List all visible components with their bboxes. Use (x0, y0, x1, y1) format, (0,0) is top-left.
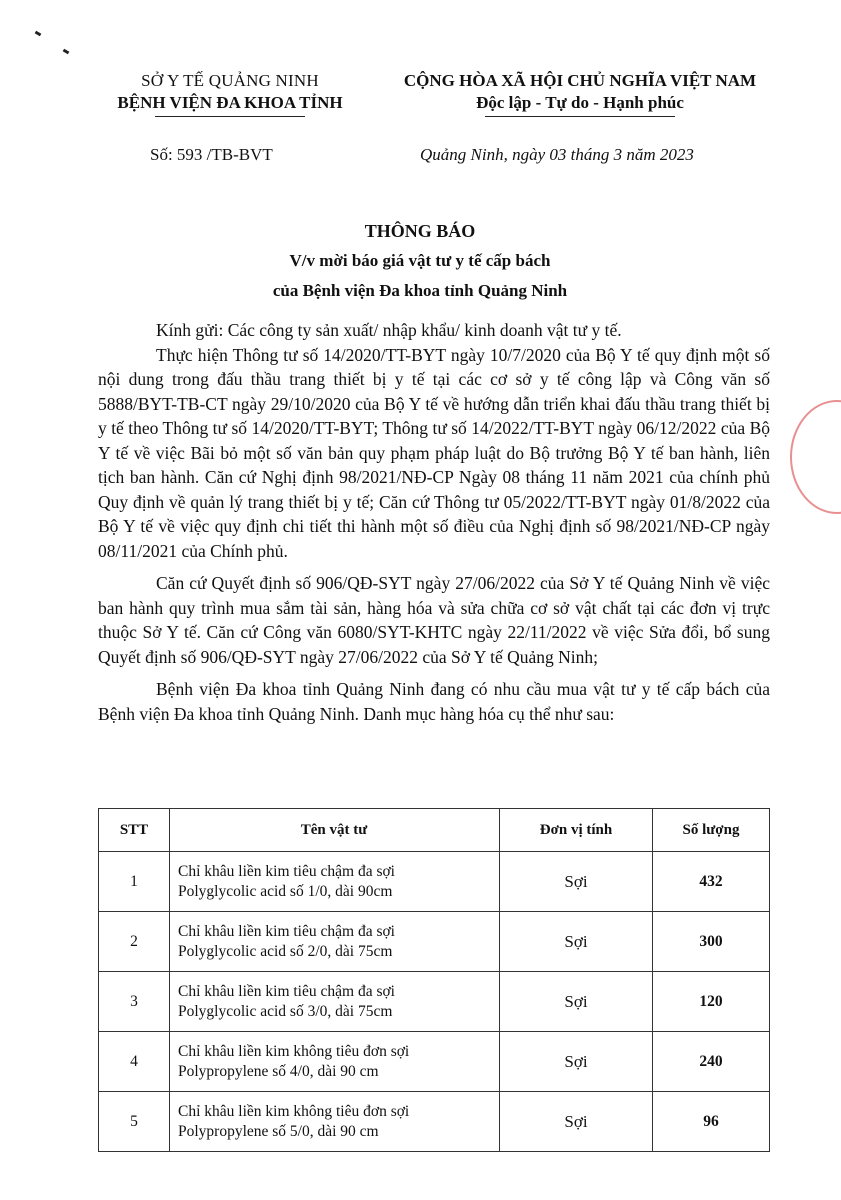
cell-qty: 300 (653, 912, 770, 972)
cell-name (170, 1092, 500, 1152)
cell-stt: 4 (99, 1032, 170, 1092)
cell-name (170, 972, 500, 1032)
title-block (60, 216, 780, 306)
table-row (99, 1092, 770, 1152)
name-line2: Polyglycolic acid số 3/0, dài 75cm (178, 1002, 393, 1020)
nation-header (380, 70, 780, 117)
cell-stt: 5 (99, 1092, 170, 1152)
recipient-line: Kính gửi: Các công ty sản xuất/ nhập khẩu/ kinh doanh vật tư y tế. (156, 320, 622, 340)
doc-subject-2: của Bệnh viện Đa khoa tỉnh Quảng Ninh (272, 281, 568, 300)
cell-qty: 240 (653, 1032, 770, 1092)
header-qty: Số lượng (653, 809, 770, 852)
nation-underline (485, 116, 675, 117)
header-stt: STT (99, 809, 170, 852)
name-line1: Chỉ khâu liền kim tiêu chậm đa sợi (178, 982, 395, 1000)
name-line2: Polypropylene số 5/0, dài 90 cm (178, 1122, 379, 1140)
seal-stamp (790, 400, 841, 514)
header-name: Tên vật tư (170, 809, 500, 852)
name-line1: Chỉ khâu liền kim tiêu chậm đa sợi (178, 862, 395, 880)
cell-stt: 3 (99, 972, 170, 1032)
name-line1: Chỉ khâu liền kim không tiêu đơn sợi (178, 1102, 410, 1120)
table-row (99, 912, 770, 972)
name-line1: Chỉ khâu liền kim không tiêu đơn sợi (178, 1042, 410, 1060)
name-line2: Polypropylene số 4/0, dài 90 cm (178, 1062, 379, 1080)
cell-qty: 96 (653, 1092, 770, 1152)
cell-name (170, 1032, 500, 1092)
name-line2: Polyglycolic acid số 1/0, dài 90cm (178, 882, 393, 900)
paragraph-3: Bệnh viện Đa khoa tỉnh Quảng Ninh đang có nhu cầu mua vật tư y tế cấp bách của Bệnh viện Đa khoa tỉnh Quảng Ninh. Danh mục hàng hóa cụ thể như sau: (98, 679, 770, 724)
table-header-row (99, 809, 770, 852)
cell-stt: 1 (99, 852, 170, 912)
org-underline (155, 116, 305, 117)
body-text (98, 318, 770, 734)
cell-unit: Sợi (500, 912, 653, 972)
org-line1: SỞ Y TẾ QUẢNG NINH (141, 71, 319, 90)
name-line2: Polyglycolic acid số 2/0, dài 75cm (178, 942, 393, 960)
doc-date: Quảng Ninh, ngày 03 tháng 3 năm 2023 (420, 145, 694, 164)
paragraph-2: Căn cứ Quyết định số 906/QĐ-SYT ngày 27/06/2022 của Sở Y tế Quảng Ninh về việc ban hành quy trình mua sắm tài sản, hàng hóa và sửa chữa cơ sở vật chất tại các đơn vị trực thuộc Sở Y tế. Căn cứ Công văn 6080/SYT-KHTC ngày 22/11/2022 về việc Sửa đổi, bổ sung Quyết định số 906/QĐ-SYT ngày 27/06/2022 của Sở Y tế Quảng Ninh; (98, 573, 770, 667)
org-line2: BỆNH VIỆN ĐA KHOA TỈNH (117, 93, 343, 112)
doc-title: THÔNG BÁO (364, 221, 476, 241)
nation-line1: CỘNG HÒA XÃ HỘI CHỦ NGHĨA VIỆT NAM (403, 71, 757, 90)
cell-name (170, 912, 500, 972)
scan-mark (63, 49, 70, 55)
nation-line2: Độc lập - Tự do - Hạnh phúc (476, 93, 684, 112)
table-row (99, 852, 770, 912)
scan-mark (35, 31, 42, 37)
name-line1: Chỉ khâu liền kim tiêu chậm đa sợi (178, 922, 395, 940)
cell-name (170, 852, 500, 912)
doc-subject-1: V/v mời báo giá vật tư y tế cấp bách (289, 251, 551, 270)
cell-unit: Sợi (500, 852, 653, 912)
cell-qty: 432 (653, 852, 770, 912)
cell-stt: 2 (99, 912, 170, 972)
cell-qty: 120 (653, 972, 770, 1032)
table-row (99, 972, 770, 1032)
org-header (60, 70, 400, 117)
cell-unit: Sợi (500, 1092, 653, 1152)
cell-unit: Sợi (500, 972, 653, 1032)
header-unit: Đơn vị tính (500, 809, 653, 852)
paragraph-1: Thực hiện Thông tư số 14/2020/TT-BYT ngày 10/7/2020 của Bộ Y tế quy định một số nội dung trong đấu thầu trang thiết bị y tế tại các cơ sở y tế công lập và Công văn số 5888/BYT-TB-CT ngày 29/10/2020 của Bộ Y tế về hướng dẫn triển khai đấu thầu trang thiết bị y tế theo Thông tư số 14/2020/TT-BYT; Thông tư số 14/2022/TT-BYT ngày 06/12/2022 của Bộ Y tế về việc Bãi bỏ một số văn bản quy phạm pháp luật do Bộ trưởng Bộ Y tế ban hành, liên tịch ban hành. Căn cứ Nghị định 98/2021/NĐ-CP Ngày 08 tháng 11 năm 2021 của chính phủ Quy định về quản lý trang thiết bị y tế; Căn cứ Thông tư 05/2022/TT-BYT ngày 01/8/2022 của Bộ Y tế về việc quy định chi tiết thi hành một số điều của Nghị định số 98/2021/NĐ-CP ngày 08/11/2021 của Chính phủ. (98, 344, 770, 561)
table-row (99, 1032, 770, 1092)
cell-unit: Sợi (500, 1032, 653, 1092)
doc-number: Số: 593 /TB-BVT (150, 145, 273, 164)
items-table (98, 808, 770, 1152)
